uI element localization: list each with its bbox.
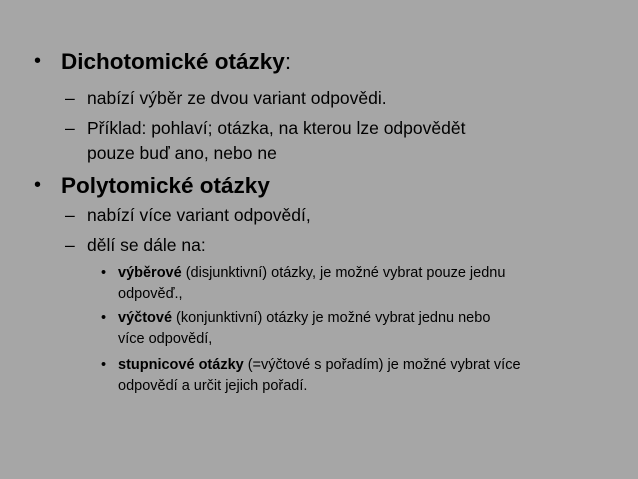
subsub-vyctove-line1	[118, 308, 490, 329]
subsub-stupnicove-desc: (=výčtové s pořadím) je možné vybrat více	[243, 357, 521, 373]
subsub-vyctove-term: výčtové	[118, 310, 173, 326]
bullet-icon: •	[101, 357, 107, 373]
subsub-vyberove-desc: (disjunktivní) otázky, je možné vybrat pouze jednu	[181, 265, 506, 281]
sub-polytomic-2-text: dělí se dále na:	[87, 235, 206, 255]
subsub-vyberove-text	[118, 263, 505, 305]
subsub-vyctove-text	[118, 308, 490, 350]
heading-dichotomic-colon: :	[284, 49, 292, 74]
bullet-icon: •	[34, 50, 42, 72]
sub-dichotomic-2-text	[87, 116, 465, 166]
heading-dichotomic-label: Dichotomické otázky	[61, 49, 285, 74]
dash-icon: –	[65, 88, 75, 108]
subsub-stupnicove-term: stupnicové otázky	[118, 357, 244, 373]
sub-dichotomic-1-text: nabízí výběr ze dvou variant odpovědi.	[87, 88, 387, 108]
sub-dichotomic-2-line2: pouze buď ano, nebo ne	[87, 143, 277, 163]
sub-polytomic-1-text: nabízí více variant odpovědí,	[87, 205, 311, 225]
subsub-vyctove-desc: (konjunktivní) otázky je možné vybrat jednu nebo	[172, 310, 491, 326]
bullet-icon: •	[101, 310, 107, 326]
bullet-icon: •	[101, 265, 107, 281]
heading-dichotomic	[61, 48, 291, 75]
subsub-vyberove-line1	[118, 263, 505, 284]
subsub-vyberove-term: výběrové	[118, 265, 182, 281]
subsub-stupnicove-line1	[118, 355, 521, 376]
dash-icon: –	[65, 235, 75, 255]
subsub-stupnicove-line2: odpovědí a určit jejich pořadí.	[118, 378, 308, 394]
subsub-vyberove-line2: odpověď.,	[118, 286, 183, 302]
sub-dichotomic-2-line1: Příklad: pohlaví; otázka, na kterou lze odpovědět	[87, 118, 466, 138]
dash-icon: –	[65, 118, 75, 138]
subsub-vyctove-line2: více odpovědí,	[118, 331, 213, 347]
dash-icon: –	[65, 205, 75, 225]
heading-polytomic: Polytomické otázky	[61, 173, 270, 198]
bullet-icon: •	[34, 174, 42, 196]
subsub-stupnicove-text	[118, 355, 521, 397]
